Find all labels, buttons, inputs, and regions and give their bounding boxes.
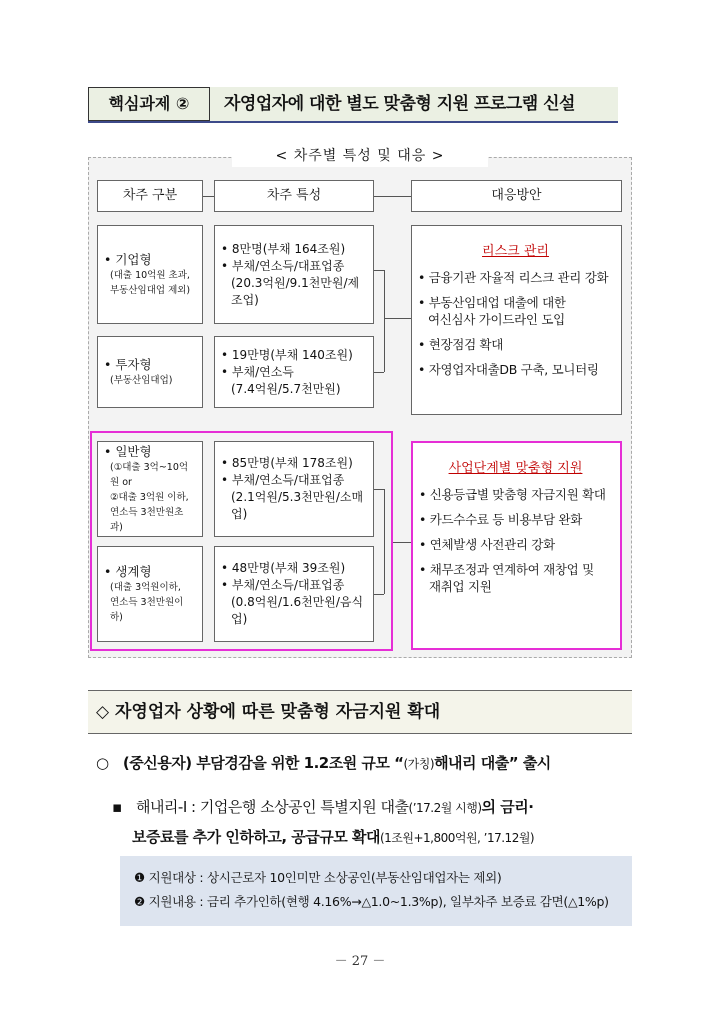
trait-line: • 19만명(부채 140조원)	[221, 347, 353, 362]
response-item: 여신심사 가이드라인 도입	[428, 312, 565, 327]
trait-line: • 부채/연소득	[221, 364, 294, 379]
type-label: • 투자형	[104, 357, 152, 372]
traits-cell-corporate	[214, 225, 374, 324]
circle-bullet-icon: ○	[96, 754, 109, 772]
note-box	[120, 856, 632, 926]
response-item: • 금융기관 자율적 리스크 관리 강화	[418, 270, 609, 285]
response-title: 사업단계별 맞춤형 지원	[448, 461, 583, 476]
note-text: 지원대상 : 상시근로자 10인미만 소상공인(부동산임대업자는 제외)	[148, 870, 502, 885]
diagram-subtitle: < 차주별 특성 및 대응 >	[232, 145, 488, 167]
type-detail: (부동산임대업)	[110, 375, 173, 386]
response-item: 재취업 지원	[429, 579, 492, 594]
trait-line: (0.8억원/1.6천만원/음식업)	[231, 595, 364, 626]
trait-line: • 85만명(부채 178조원)	[221, 456, 353, 470]
type-detail: 연소득 3천만원이하)	[110, 597, 184, 623]
type-cell-investment	[97, 336, 203, 408]
type-detail: (대출 3억원이하,	[110, 582, 181, 593]
section-title: ◇ 자영업자 상황에 따른 맞춤형 자금지원 확대	[88, 690, 632, 734]
header-response: 대응방안	[411, 180, 622, 212]
text-run: 의 금리·	[481, 798, 534, 816]
text-run: 해내리 대출” 출시	[434, 754, 551, 772]
trait-line: • 48만명(부채 39조원)	[221, 561, 346, 575]
response-item: • 카드수수료 등 비용부담 완화	[419, 512, 583, 527]
type-detail: (대출 10억원 초과,	[110, 270, 190, 281]
type-label: • 생계형	[104, 564, 152, 579]
text-run: (가칭)	[403, 757, 435, 771]
connector	[374, 270, 384, 271]
type-cell-general	[97, 441, 203, 537]
response-item: • 채무조정과 연계하여 재창업 및	[419, 562, 594, 577]
type-label: • 기업형	[104, 252, 152, 267]
heading-label: 핵심과제 ②	[88, 87, 210, 121]
note-item	[134, 890, 632, 914]
bullet-heanaeri-loan	[96, 752, 636, 773]
type-cell-corporate	[97, 225, 203, 324]
text-run: 해내리-Ⅰ : 기업은행 소상공인 특별지원 대출	[135, 798, 409, 816]
response-box-risk	[411, 225, 622, 415]
trait-line: • 8만명(부채 164조원)	[221, 241, 346, 256]
note-item	[134, 866, 632, 890]
header-type: 차주 구분	[97, 180, 203, 212]
number-1-icon: ❶	[134, 870, 145, 885]
trait-line: • 부채/연소득/대표업종	[221, 473, 345, 487]
response-item: • 연체발생 사전관리 강화	[419, 537, 555, 552]
response-title: 리스크 관리	[482, 244, 549, 259]
text-run: 1.2조원 규모 “	[303, 754, 404, 772]
text-run: (’17.2월 시행)	[408, 801, 482, 815]
response-box-stage-support	[411, 441, 622, 650]
traits-cell-general	[214, 441, 374, 537]
bullet-heanaeri-1	[112, 793, 632, 853]
number-2-icon: ❷	[134, 894, 145, 909]
response-item: • 부동산임대업 대출에 대한	[418, 295, 566, 310]
header-traits: 차주 특성	[214, 180, 374, 212]
text-run: 보증료를 추가 인하하고, 공급규모 확대	[132, 828, 380, 846]
type-detail: 부동산임대업 제외)	[110, 285, 191, 296]
connector	[374, 594, 384, 595]
connector	[374, 196, 411, 197]
connector	[393, 542, 411, 543]
type-detail: ②대출 3억원 이하,	[110, 492, 189, 503]
note-text: 지원내용 : 금리 추가인하(현행 4.16%→△1.0~1.3%p), 일부차주 보증료 감면(△1%p)	[148, 894, 609, 909]
type-label: • 일반형	[104, 444, 152, 459]
response-item: • 자영업자대출DB 구축, 모니터링	[418, 362, 599, 377]
connector	[374, 489, 384, 490]
type-detail: (①대출 3억~10억원 or	[110, 462, 189, 488]
connector	[384, 270, 385, 372]
trait-line: (20.3억원/9.1천만원/제조업)	[231, 275, 360, 307]
trait-line: (2.1억원/5.3천만원/소매업)	[231, 490, 364, 521]
type-cell-subsistence	[97, 546, 203, 642]
connector	[384, 489, 385, 594]
type-detail: 연소득 3천만원초과)	[110, 507, 184, 533]
connector	[203, 196, 214, 197]
page-number: － 27 －	[334, 954, 386, 969]
trait-line: (7.4억원/5.7천만원)	[231, 381, 341, 396]
response-item: • 현장점검 확대	[418, 337, 504, 352]
text-run: (1조원+1,800억원, ’17.12월)	[379, 831, 535, 845]
text-run: (중신용자) 부담경감을 위한	[122, 754, 304, 772]
connector	[374, 372, 384, 373]
traits-cell-investment	[214, 336, 374, 408]
traits-cell-subsistence	[214, 546, 374, 642]
heading-title: 자영업자에 대한 별도 맞춤형 지원 프로그램 신설	[224, 94, 575, 114]
trait-line: • 부채/연소득/대표업종	[221, 578, 345, 592]
response-item: • 신용등급별 맞춤형 자금지원 확대	[419, 487, 606, 502]
trait-line: • 부채/연소득/대표업종	[221, 258, 345, 273]
square-bullet-icon: ▪	[112, 798, 122, 816]
connector	[384, 318, 411, 319]
